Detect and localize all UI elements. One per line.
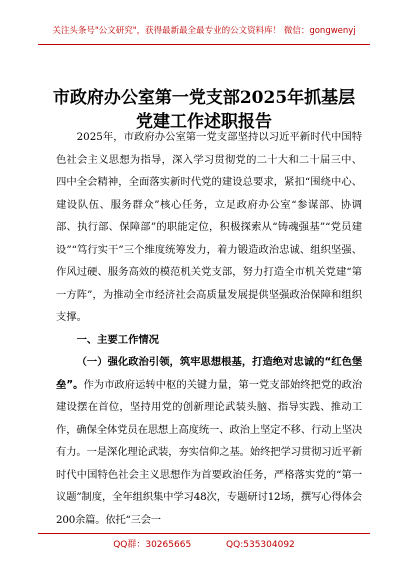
title-line-2: 党建工作述职报告 [136,112,272,132]
subsection-heading: （一）强化政治引领，筑牢思想根基，打造绝对忠诚的“红色堡垒”。 [56,356,362,391]
footer-contact [0,537,408,550]
title-line-1: 市政府办公室第一党支部2025年抓基层 [52,88,356,108]
header-banner: 关注头条号"公文研究"，获得最新最全最专业的公文资料库！ 微信：gongwenyj [52,26,356,36]
footer-qq-number: QQ:535304092 [226,540,295,550]
header-divider [38,44,370,45]
section-heading: 一、主要工作情况 [76,333,159,346]
footer-qq-group: QQ群：30265665 [113,540,192,550]
footer-divider [38,533,370,534]
intro-paragraph: 2025年，市政府办公室第一党支部坚持以习近平新时代中国特色社会主义思想为指导，深入学习贯彻党的二十大和二十届三中、四中全会精神，全面落实新时代党的建设总要求，紧扣“围绕中心、建设队伍、服务群众”核心任务，立足政府办公室“参谋部、协调部、执行部、保障部”的职能定位，积极探索从“铸魂强基”“党员建设”“笃行实干”三个维度统筹发力，着力锻造政治忠诚、组织坚强、作风过硬、服务高效的模范机关党支部，努力打造全市机关党建“第一方阵”，为推动全市经济社会高质量发展提供坚强政治保障和组织支撑。 [56,131,362,323]
subsection-paragraph [56,351,362,531]
subsection-body: 作为市政府运转中枢的关键力量，第一党支部始终把党的政治建设摆在首位，坚持用党的创新理论武装头脑、指导实践、推动工作，确保全体党员在思想上高度统一、政治上坚定不移、行动上坚决有力。一是深化理论武装，夯实信仰之基。始终把学习贯彻习近平新时代中国特色社会主义思想作为首要政治任务，严格落实党的“第一议题”制度，全年组织集中学习48次，专题研讨12场，撰写心得体会200余篇。依托“三会一 [56,378,362,526]
document-body [56,126,362,531]
